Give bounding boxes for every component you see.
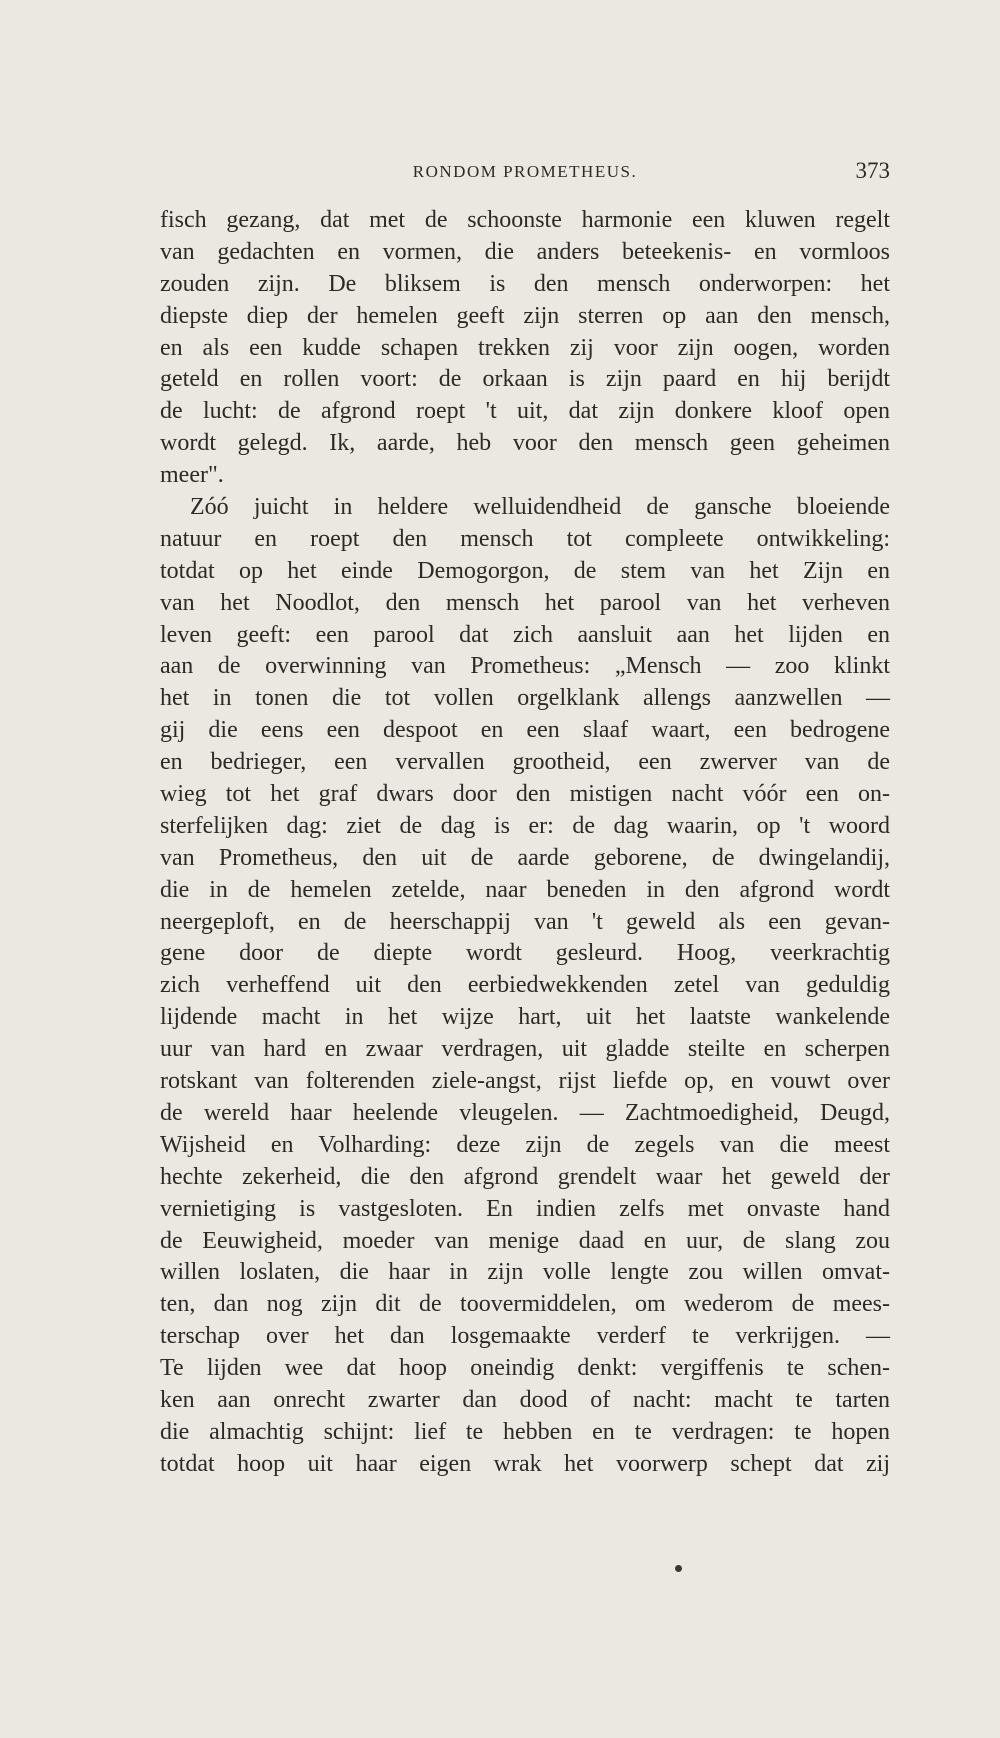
text-line: uur van hard en zwaar verdragen, uit gladde steilte en scherpen <box>160 1036 890 1063</box>
printer-dot-icon <box>675 1565 682 1572</box>
text-line: de wereld haar heelende vleugelen. — Zachtmoedigheid, Deugd, <box>160 1099 890 1126</box>
text-line: rotskant van folterenden ziele-angst, rijst liefde op, en vouwt over <box>160 1068 890 1095</box>
text-line: fisch gezang, dat met de schoonste harmonie een kluwen regelt <box>160 207 890 233</box>
text-line: het in tonen die tot vollen orgelklank allengs aanzwellen — <box>160 685 890 712</box>
text-line: diepste diep der hemelen geeft zijn sterren op aan den mensch, <box>160 302 890 329</box>
running-head <box>160 158 890 188</box>
page-number: 373 <box>855 158 890 183</box>
text-line: ten, dan nog zijn dit de toovermiddelen, om wederom de mees- <box>160 1291 890 1318</box>
paragraph-1 <box>160 205 890 492</box>
text-line: neergeploft, en de heerschappij van 't geweld als een gevan- <box>160 908 890 935</box>
text-line: natuur en roept den mensch tot compleete ontwikkeling: <box>160 525 890 552</box>
text-line: wordt gelegd. Ik, aarde, heb voor den mensch geen geheimen <box>160 430 890 457</box>
text-line: Wijsheid en Volharding: deze zijn de zegels van die meest <box>160 1131 890 1158</box>
text-line: Zóó juicht in heldere welluidendheid de gansche bloeiende <box>190 494 890 521</box>
text-line: gij die eens een despoot en een slaaf waart, een bedrogene <box>160 717 890 744</box>
text-line: de lucht: de afgrond roept 't uit, dat zijn donkere kloof open <box>160 398 890 425</box>
text-line: van Prometheus, den uit de aarde geborene, de dwingelandij, <box>160 844 890 871</box>
text-line: de Eeuwigheid, moeder van menige daad en uur, de slang zou <box>160 1227 890 1254</box>
text-line: leven geeft: een parool dat zich aansluit aan het lijden en <box>160 621 890 648</box>
text-line: zich verheffend uit den eerbiedwekkenden zetel van geduldig <box>160 972 890 999</box>
text-line: wieg tot het graf dwars door den mistigen nacht vóór een on- <box>160 781 890 808</box>
text-line: ken aan onrecht zwarter dan dood of nacht: macht te tarten <box>160 1386 890 1413</box>
text-line: willen loslaten, die haar in zijn volle lengte zou willen omvat- <box>160 1259 890 1286</box>
text-line: aan de overwinning van Prometheus: „Mensch — zoo klinkt <box>160 653 890 680</box>
paragraph-2 <box>160 492 890 1481</box>
text-line: vernietiging is vastgesloten. En indien zelfs met onvaste hand <box>160 1195 890 1222</box>
text-line: die in de hemelen zetelde, naar beneden in den afgrond wordt <box>160 876 890 903</box>
text-line: gene door de diepte wordt gesleurd. Hoog, veerkrachtig <box>160 940 890 967</box>
text-line: en bedrieger, een vervallen grootheid, een zwerver van de <box>160 749 890 776</box>
running-title: RONDOM PROMETHEUS. <box>412 162 638 181</box>
text-line: van het Noodlot, den mensch het parool van het verheven <box>160 589 890 616</box>
text-line: hechte zekerheid, die den afgrond grendelt waar het geweld der <box>160 1163 890 1190</box>
text-line: en als een kudde schapen trekken zij voor zijn oogen, worden <box>160 334 890 361</box>
text-line: lijdende macht in het wijze hart, uit het laatste wankelende <box>160 1004 890 1031</box>
text-line: zouden zijn. De bliksem is den mensch onderworpen: het <box>160 270 890 297</box>
text-line: van gedachten en vormen, die anders beteekenis- en vormloos <box>160 238 890 265</box>
text-line: meer". <box>160 462 224 489</box>
text-line: Te lijden wee dat hoop oneindig denkt: vergiffenis te schen- <box>160 1355 890 1382</box>
text-line: totdat hoop uit haar eigen wrak het voorwerp schept dat zij <box>160 1450 890 1477</box>
body-text <box>160 205 890 1481</box>
text-line: sterfelijken dag: ziet de dag is er: de dag waarin, op 't woord <box>160 812 890 839</box>
text-line: terschap over het dan losgemaakte verderf te verkrijgen. — <box>160 1323 890 1350</box>
text-line: geteld en rollen voort: de orkaan is zijn paard en hij berijdt <box>160 366 890 393</box>
text-line: totdat op het einde Demogorgon, de stem van het Zijn en <box>160 557 890 584</box>
text-line: die almachtig schijnt: lief te hebben en te verdragen: te hopen <box>160 1418 890 1445</box>
